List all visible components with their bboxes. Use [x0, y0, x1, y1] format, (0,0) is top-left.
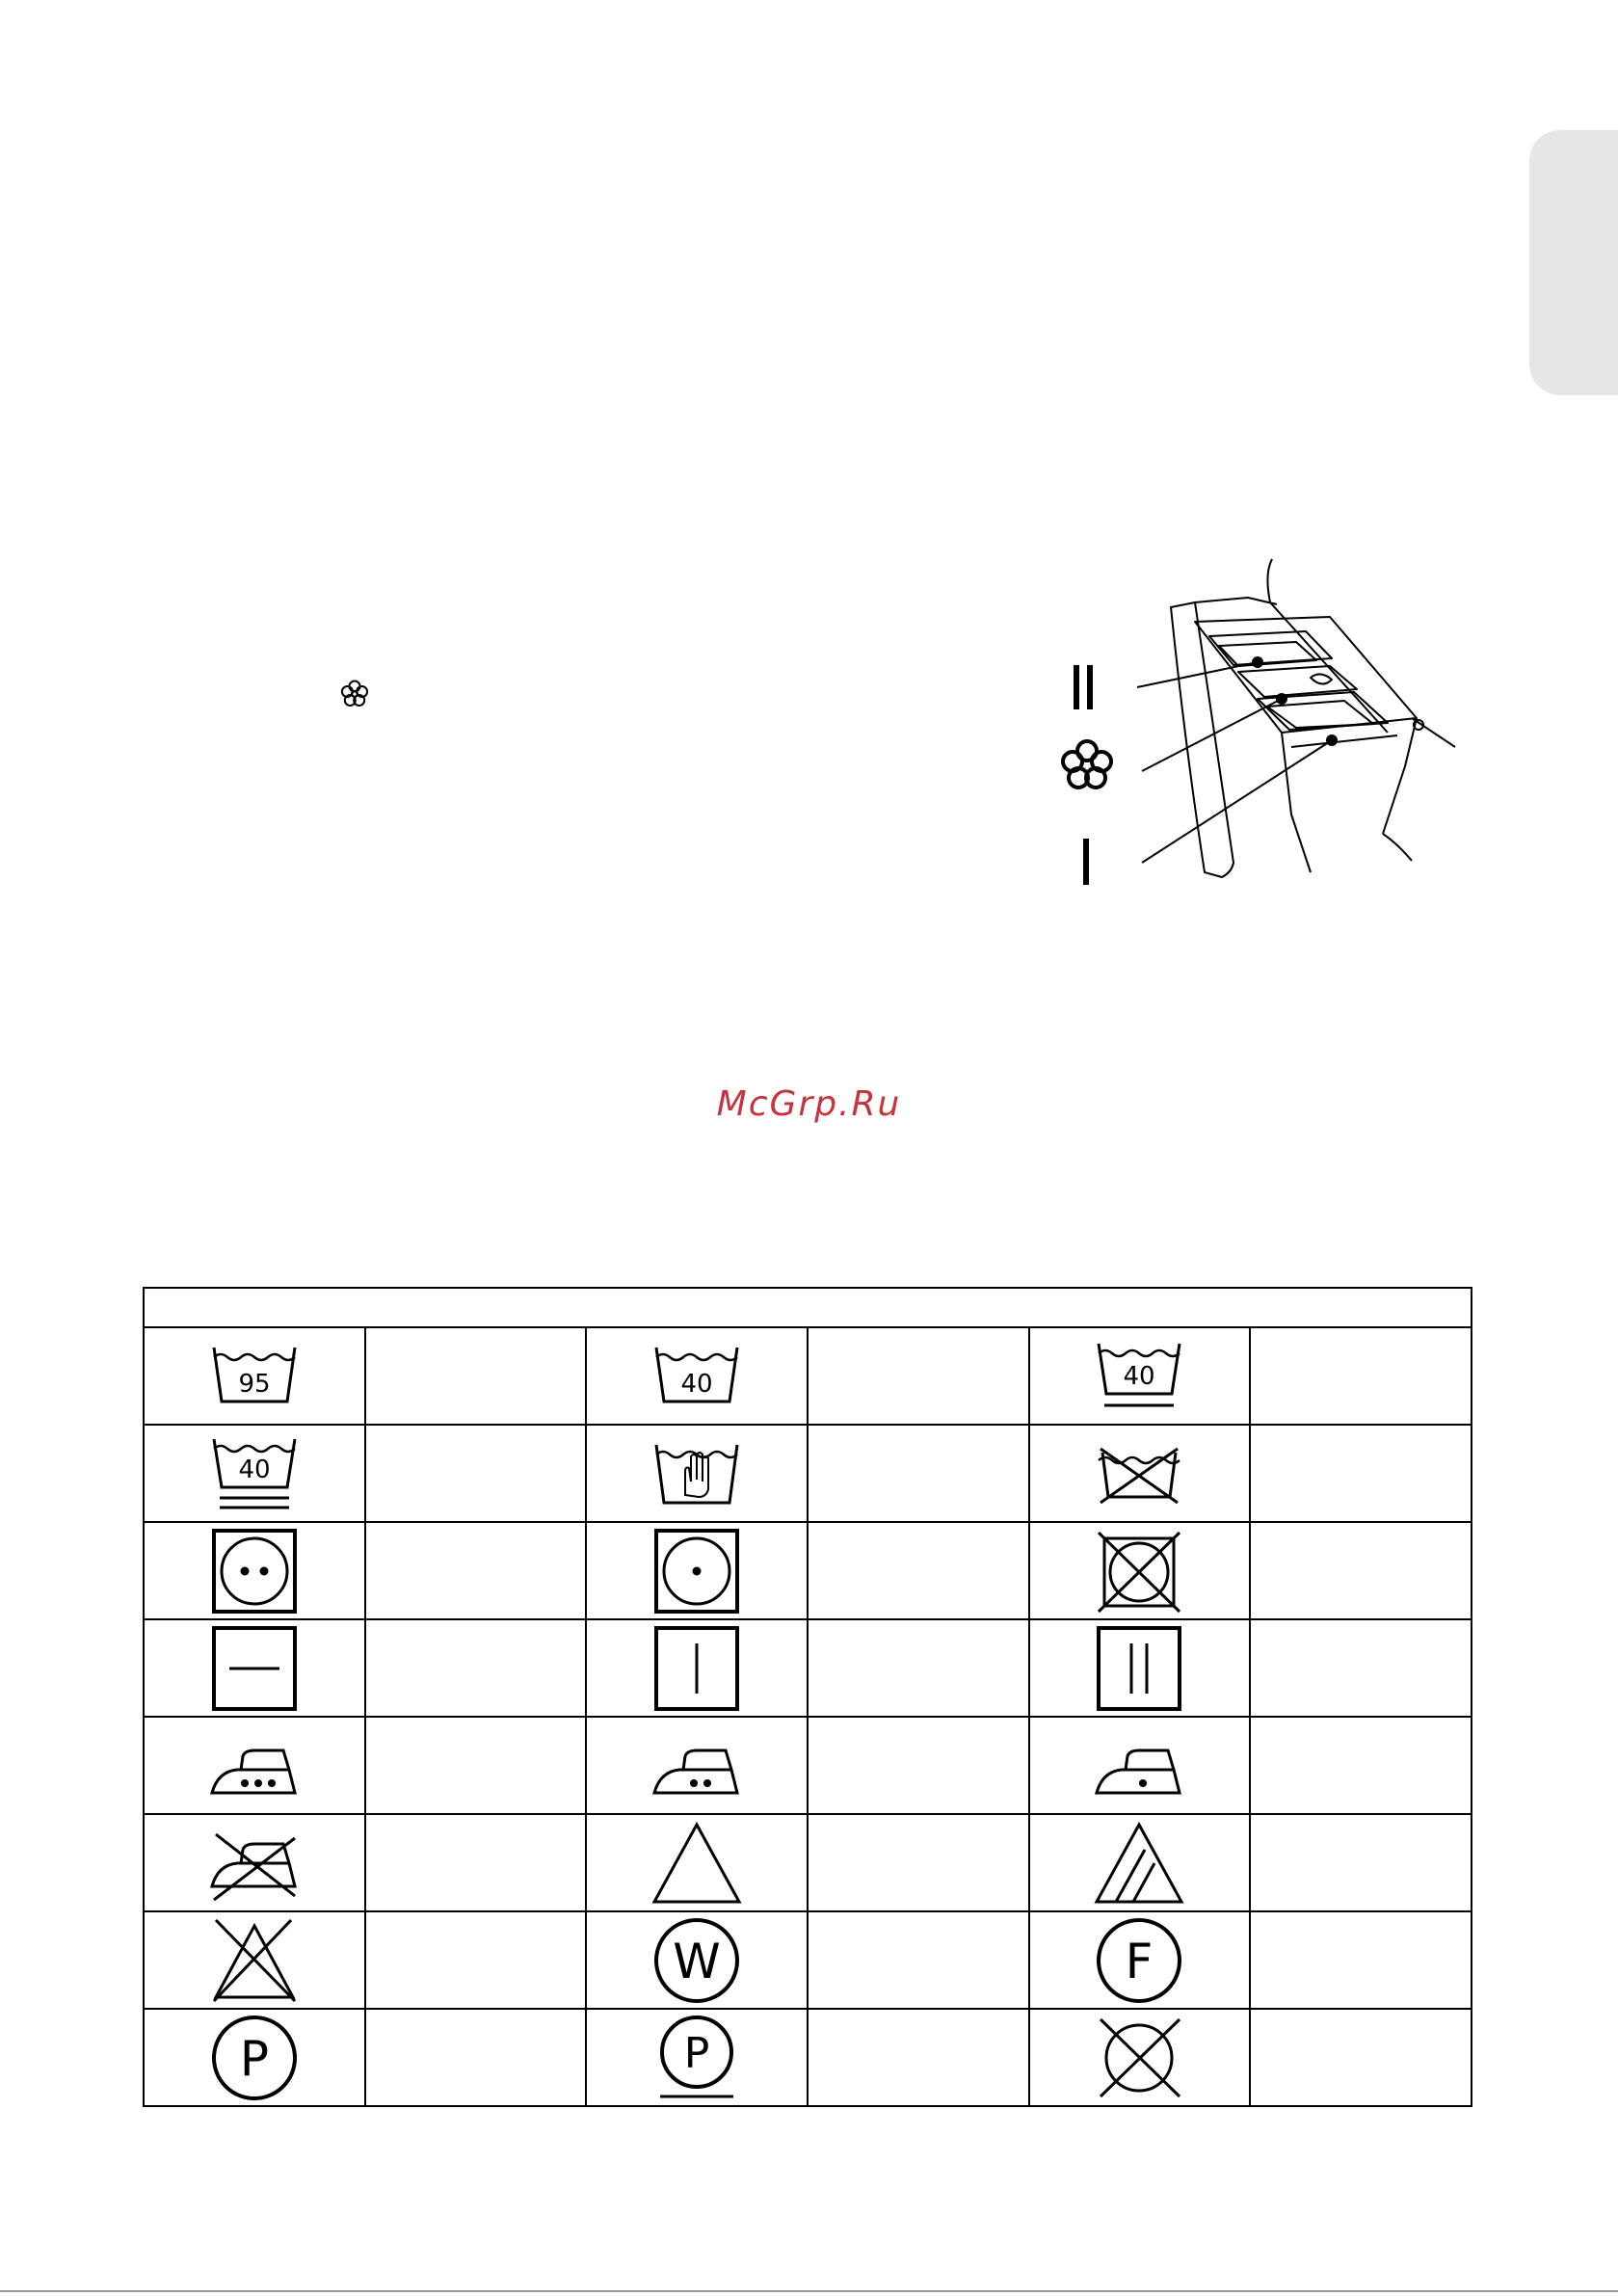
flower-icon [338, 678, 371, 710]
hand-wash-icon [650, 1428, 743, 1520]
dry-clean-p-icon [208, 2012, 301, 2104]
tumble-dry-low-icon [650, 1525, 743, 1617]
do-not-iron-icon [208, 1817, 301, 1909]
page-bottom-rule [0, 2290, 1618, 2292]
iron-medium-icon [650, 1720, 743, 1812]
do-not-dry-clean-icon [1093, 2012, 1185, 2104]
iron-high-icon [208, 1720, 301, 1812]
dry-clean-f-icon [1093, 1914, 1185, 2007]
care-symbols-table [143, 1287, 1472, 2107]
dry-clean-p-label: P [239, 2030, 269, 2087]
dry-clean-p-label: P [683, 2028, 710, 2078]
detergent-drawer-illustration [1050, 554, 1474, 901]
watermark: McGrp.Ru [716, 1084, 902, 1124]
line-dry-icon [650, 1622, 743, 1715]
do-not-tumble-dry-icon [1093, 1525, 1185, 1617]
wash-temp-label: 95 [238, 1369, 271, 1399]
tumble-dry-high-icon [208, 1525, 301, 1617]
wash-95-icon [208, 1330, 301, 1423]
table-row [144, 1814, 1472, 1911]
wash-40-gentle-icon [1093, 1330, 1185, 1423]
do-not-bleach-icon [208, 1914, 301, 2007]
wash-40-icon [650, 1330, 743, 1423]
table-row [144, 1522, 1472, 1619]
table-row [144, 1425, 1472, 1522]
dry-clean-p-gentle-icon [650, 2012, 743, 2104]
do-not-wash-icon [1093, 1428, 1185, 1520]
wash-40-very-gentle-icon [208, 1428, 301, 1520]
table-row [144, 1911, 1472, 2009]
iron-low-icon [1093, 1720, 1185, 1812]
table-row [144, 2009, 1472, 2106]
non-chlorine-bleach-icon [1093, 1817, 1185, 1909]
language-side-tab [1529, 130, 1618, 395]
wet-clean-icon [650, 1914, 743, 2007]
dry-clean-f-label: F [1126, 1933, 1154, 1989]
dry-flat-icon [208, 1622, 301, 1715]
table-row [144, 1327, 1472, 1425]
table-header [144, 1288, 1472, 1327]
wet-clean-label: W [673, 1933, 721, 1989]
bleach-allowed-icon [650, 1817, 743, 1909]
drip-dry-icon [1093, 1622, 1185, 1715]
wash-temp-label: 40 [238, 1455, 271, 1484]
table-row [144, 1717, 1472, 1814]
table-row [144, 1619, 1472, 1717]
wash-temp-label: 40 [1123, 1361, 1155, 1391]
wash-temp-label: 40 [680, 1369, 713, 1399]
